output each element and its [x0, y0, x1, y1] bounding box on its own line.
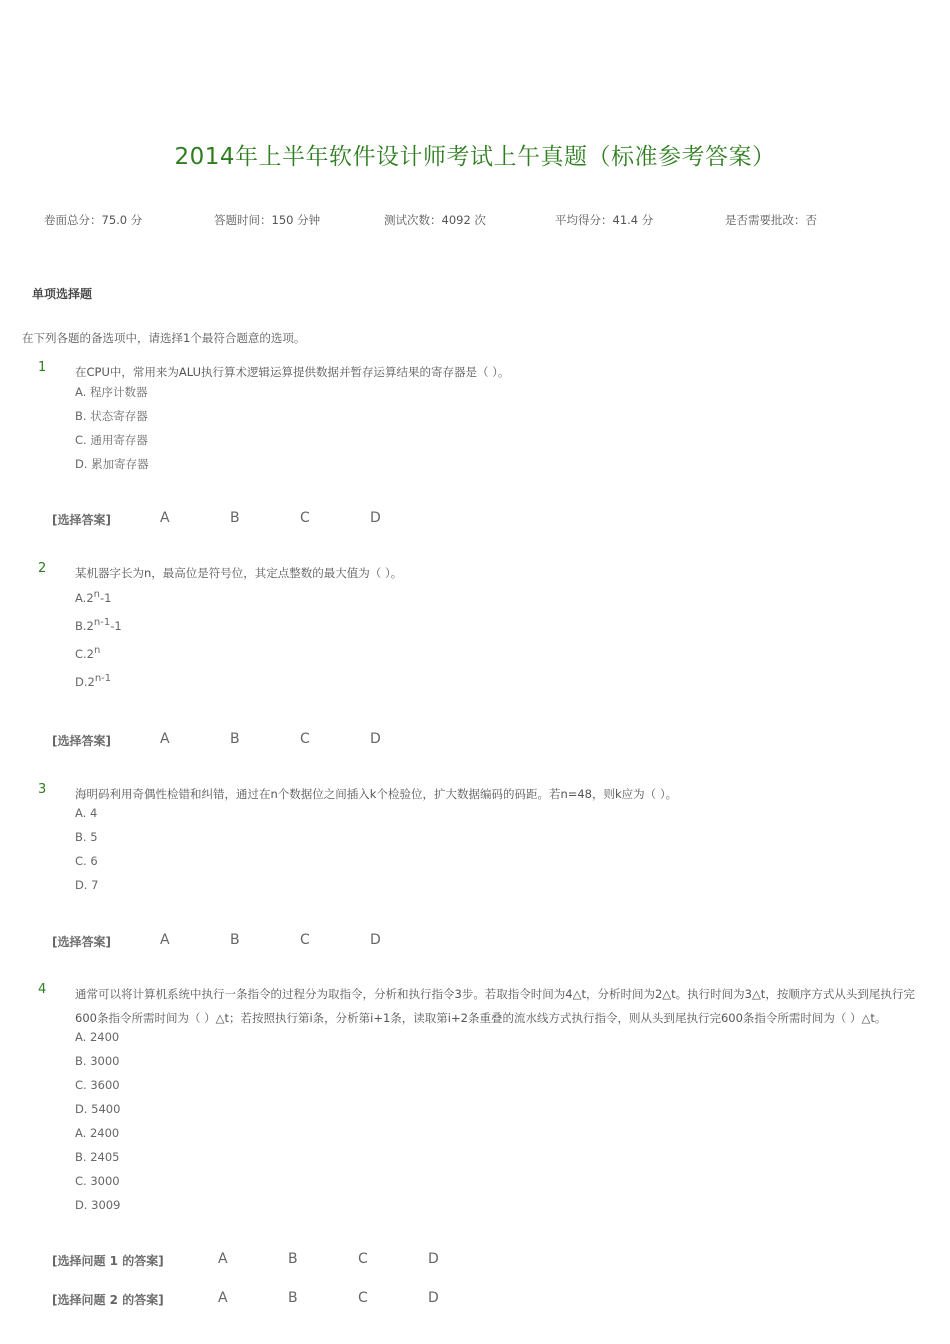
choice-a-button[interactable]: A	[160, 510, 170, 526]
choice-c-button[interactable]: C	[300, 932, 310, 948]
average-score: 平均得分：41.4 分	[555, 213, 654, 227]
choice-b-button[interactable]: B	[288, 1251, 298, 1267]
choice-d-button[interactable]: D	[370, 510, 381, 526]
answer-row-1	[52, 1251, 439, 1269]
option-a-2: A. 2400	[75, 1126, 120, 1140]
question-text: 某机器字长为n，最高位是符号位，其定点整数的最大值为（ ）。	[75, 566, 403, 580]
question-number: 4	[38, 982, 47, 997]
choice-b-button[interactable]: B	[288, 1290, 298, 1306]
choice-b-button[interactable]: B	[230, 731, 240, 747]
choice-d-button[interactable]: D	[370, 731, 381, 747]
answer-row-2	[52, 1290, 439, 1308]
option-b-2: B. 2405	[75, 1150, 120, 1164]
option-b: B.2$^{n-1}$-1	[75, 617, 122, 633]
section-instruction: 在下列各题的备选项中，请选择1个最符合题意的选项。	[22, 331, 306, 345]
choice-a-button[interactable]: A	[218, 1290, 228, 1306]
option-a: A. 程序计数器	[75, 385, 148, 399]
answer-label: [选择答案]	[52, 734, 111, 748]
answer-label: [选择答案]	[52, 935, 111, 949]
choice-d-button[interactable]: D	[428, 1290, 439, 1306]
option-c: C. 通用寄存器	[75, 433, 148, 447]
choice-b-button[interactable]: B	[230, 510, 240, 526]
choice-b-button[interactable]: B	[230, 932, 240, 948]
choice-c-button[interactable]: C	[300, 731, 310, 747]
answer-row	[52, 510, 381, 528]
option-a: A. 2400	[75, 1030, 120, 1044]
choice-a-button[interactable]: A	[160, 932, 170, 948]
option-c: C. 6	[75, 854, 98, 868]
choice-d-button[interactable]: D	[428, 1251, 439, 1267]
question-text: 海明码利用奇偶性检错和纠错，通过在n个数据位之间插入k个检验位，扩大数据编码的码距。若n=48，则k应为（ ）。	[75, 787, 678, 801]
option-c-2: C. 3000	[75, 1174, 120, 1188]
answer-row	[52, 932, 381, 950]
choice-c-button[interactable]: C	[358, 1251, 368, 1267]
option-d-2: D. 3009	[75, 1198, 121, 1212]
answer-time: 答题时间：150 分钟	[214, 213, 321, 227]
total-score: 卷面总分：75.0 分	[44, 213, 143, 227]
option-d: D. 5400	[75, 1102, 121, 1116]
answer-label-2: [选择问题 2 的答案]	[52, 1293, 164, 1307]
answer-row	[52, 731, 381, 749]
answer-label-1: [选择问题 1 的答案]	[52, 1254, 164, 1268]
question-number: 3	[38, 782, 47, 797]
option-b: B. 3000	[75, 1054, 120, 1068]
option-a: A. 4	[75, 806, 98, 820]
question-text: 通常可以将计算机系统中执行一条指令的过程分为取指令，分析和执行指令3步。若取指令时间为4△t，分析时间为2△t。执行时间为3△t，按顺序方式从头到尾执行完600条指令所需时间为（ ）△t；若按照执行第i条，分析第i+1条，读取第i+2条重叠的流水线方式执行指令，则从头到尾执行完600条指令所需时间为（ ）△t。	[75, 987, 915, 1025]
question-number: 2	[38, 561, 47, 576]
option-c: C. 3600	[75, 1078, 120, 1092]
needs-review: 是否需要批改：否	[725, 213, 817, 227]
test-count: 测试次数：4092 次	[384, 213, 486, 227]
option-d: D. 7	[75, 878, 99, 892]
choice-a-button[interactable]: A	[160, 731, 170, 747]
choice-d-button[interactable]: D	[370, 932, 381, 948]
question-text: 在CPU中，常用来为ALU执行算术逻辑运算提供数据并暂存运算结果的寄存器是（ ）。	[75, 365, 510, 379]
choice-c-button[interactable]: C	[358, 1290, 368, 1306]
option-d: D.2$^{n-1}$	[75, 673, 112, 689]
question-number: 1	[38, 360, 47, 375]
answer-label: [选择答案]	[52, 513, 111, 527]
option-b: B. 状态寄存器	[75, 409, 148, 423]
choice-a-button[interactable]: A	[218, 1251, 228, 1267]
section-title: 单项选择题	[32, 287, 93, 301]
option-c: C.2$^n$	[75, 645, 101, 661]
choice-c-button[interactable]: C	[300, 510, 310, 526]
option-d: D. 累加寄存器	[75, 457, 149, 471]
option-b: B. 5	[75, 830, 98, 844]
option-a: A.2$^n$-1	[75, 589, 112, 605]
page-title: 2014年上半年软件设计师考试上午真题（标准参考答案）	[174, 144, 776, 170]
